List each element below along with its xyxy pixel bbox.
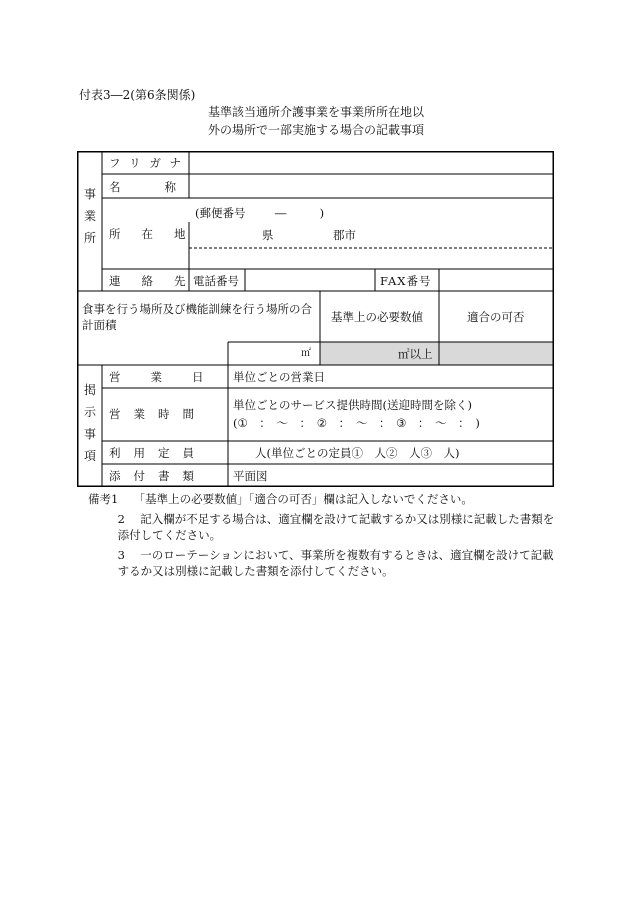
note-2-continuation [88,527,554,543]
phone-label: 電話番号 [193,274,239,288]
contact-label: 連絡先 [109,274,207,288]
city-label: 郡市 [333,228,356,242]
note-3-number: 3 [117,548,125,562]
postal-suffix: ) [319,206,325,220]
area-unit: ㎡ [301,348,311,359]
required-unit: ㎡以上 [398,347,433,361]
posting-section-label: 掲示事項 [83,383,96,463]
note-1-text: 「基準上の必要数値」「適合の可否」欄は記入しないでください。 [133,492,473,506]
furigana-char: ガ [149,156,161,170]
note-3-continuation [88,563,554,579]
conformity-label: 適合の可否 [467,310,525,324]
area-label: 食事を行う場所及び機能訓練を行う場所の合計面積 [82,302,312,332]
hours-label: 営業時間 [109,407,207,421]
note-2-line2: 添付してください。 [117,528,222,542]
name-label: 名称 [109,180,220,194]
prefecture-label: 県 [262,228,274,242]
note-2 [88,511,554,527]
note-1 [88,491,554,507]
notes [88,491,554,579]
business-days-label: 営業日 [109,370,234,384]
note-3-line1: 一のローテーションにおいて、事業所を複数有するときは、適宜欄を設けて記載 [140,548,554,562]
postal-prefix: (郵便番号 [195,206,246,220]
fax-label: FAX番号 [380,274,432,288]
business-days-value: 単位ごとの営業日 [233,370,325,384]
postal-dash: ― [274,206,287,220]
note-1-number: 備考1 [88,492,119,506]
note-2-number: 2 [117,512,125,526]
attached-docs-label: 添付書類 [109,469,207,483]
hours-value-line1: 単位ごとのサービス提供時間(送迎時間を除く) [233,398,472,412]
furigana-char: ナ [169,156,181,170]
form-title-line2: 外の場所で一部実施する場合の記載事項 [208,123,425,137]
furigana-label [109,156,181,170]
note-3-line2: するか又は別様に記載した書類を添付してください。 [117,564,394,578]
office-section-label: 事業所 [83,187,96,245]
hours-value-line2: (① ： ～ ： ② ： ～ ： ③ ： ～ ： ) [233,416,480,430]
attached-docs-value: 平面図 [233,469,268,483]
capacity-label: 利用定員 [109,446,207,460]
furigana-char: リ [129,156,141,170]
furigana-char: フ [109,156,121,170]
address-label: 所在地 [109,227,207,241]
note-2-line1: 記入欄が不足する場合は、適宜欄を設けて記載するか又は別様に記載した書類を [140,512,555,526]
attachment-label: 付表3―2(第6条関係) [79,88,196,102]
capacity-value: 人(単位ごとの定員① 人② 人③ 人) [255,446,460,460]
form-title-line1: 基準該当通所介護事業を事業所所在地以 [208,105,425,119]
note-3 [88,547,554,563]
postal-code-field[interactable] [195,206,324,220]
required-value-label: 基準上の必要数値 [331,310,423,324]
form-table [77,151,554,487]
